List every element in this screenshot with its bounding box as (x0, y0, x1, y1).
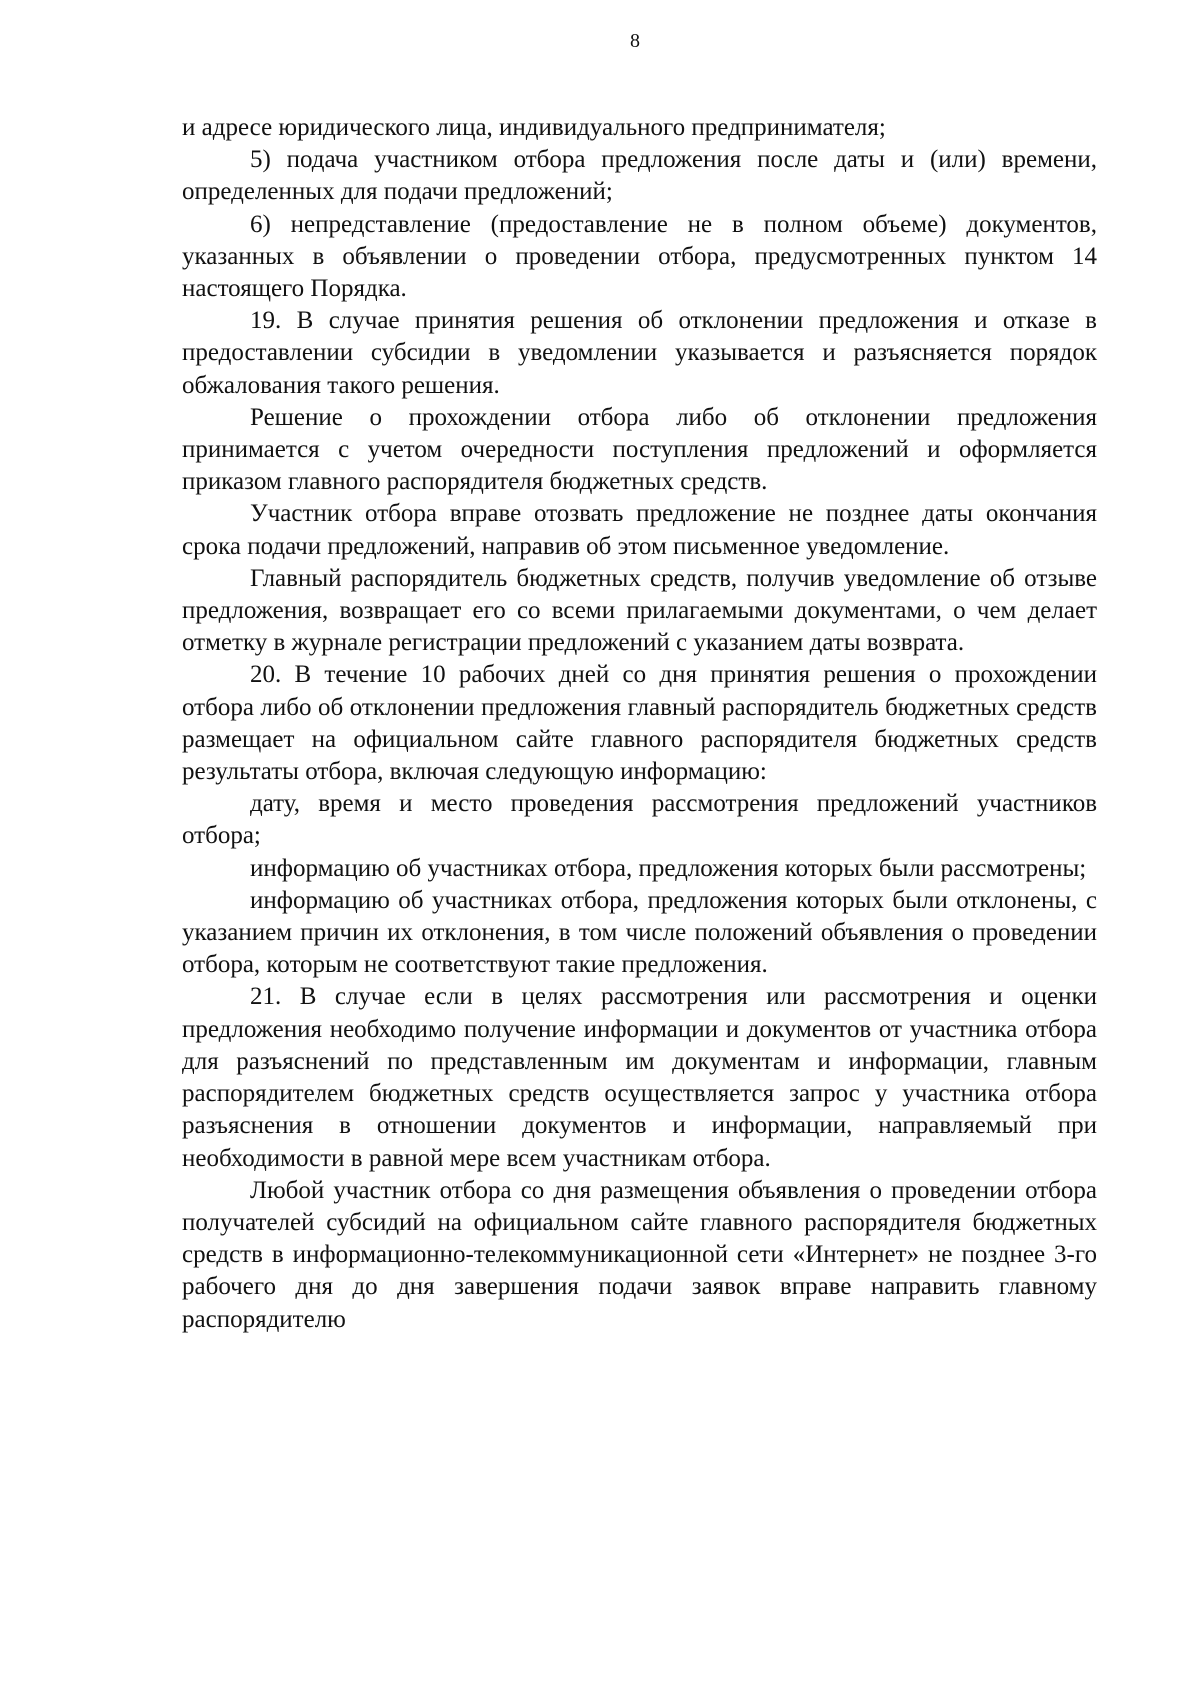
paragraph-clause-19: 19. В случае принятия решения об отклонении предложения и отказе в предоставлении субсидии в уведомлении указывается и разъясняется порядок обжалования такого решения. (182, 307, 1097, 399)
paragraph-item-5: 5) подача участником отбора предложения после даты и (или) времени, определенных для подачи предложений; (182, 146, 1097, 206)
paragraph-decision: Решение о прохождении отбора либо об отклонении предложения принимается с учетом очередности поступления предложений и оформляется приказом главного распорядителя бюджетных средств. (182, 403, 1097, 496)
paragraph-any-participant: Любой участник отбора со дня размещения объявления о проведении отбора получателей субсидий на официальном сайте главного распорядителя бюджетных средств в информационно-телекоммуникационной сети «Интернет» не позднее 3-го рабочего дня до дня завершения подачи заявок вправе направить главному распорядителю (182, 1176, 1097, 1333)
paragraph-item-6: 6) непредставление (предоставление не в полном объеме) документов, указанных в объявлении о проведении отбора, предусмотренных пунктом 14 настоящего Порядка. (182, 210, 1097, 303)
paragraph-continuation: и адресе юридического лица, индивидуального предпринимателя; (182, 114, 886, 141)
paragraph-withdrawal: Участник отбора вправе отозвать предложение не позднее даты окончания срока подачи предложений, направив об этом письменное уведомление. (182, 500, 1097, 560)
paragraph-return: Главный распорядитель бюджетных средств, получив уведомление об отзыве предложения, возвращает его со всеми прилагаемыми документами, о чем делает отметку в журнале регистрации предложений с указанием даты возврата. (182, 564, 1097, 657)
document-body (182, 112, 1097, 1336)
paragraph-info-date: дату, время и место проведения рассмотрения предложений участников отбора; (182, 790, 1097, 850)
page-number: 8 (630, 30, 640, 52)
paragraph-info-reviewed: информацию об участниках отбора, предложения которых были рассмотрены; (250, 854, 1087, 882)
paragraph-clause-20: 20. В течение 10 рабочих дней со дня принятия решения о прохождении отбора либо об отклонении предложения главный распорядитель бюджетных средств размещает на официальном сайте главного распорядителя бюджетных средств результаты отбора, включая следующую информацию: (182, 661, 1097, 786)
paragraph-info-rejected: информацию об участниках отбора, предложения которых были отклонены, с указанием причин их отклонения, в том числе положений объявления о проведении отбора, которым не соответствуют такие предложения. (182, 886, 1097, 979)
paragraph-clause-21: 21. В случае если в целях рассмотрения или рассмотрения и оценки предложения необходимо получение информации и документов от участника отбора для разъяснений по представленным им документам и информации, главным распорядителем бюджетных средств осуществляется запрос у участника отбора разъяснения в отношении документов и информации, направляемый при необходимости в равной мере всем участникам отбора. (182, 983, 1097, 1172)
